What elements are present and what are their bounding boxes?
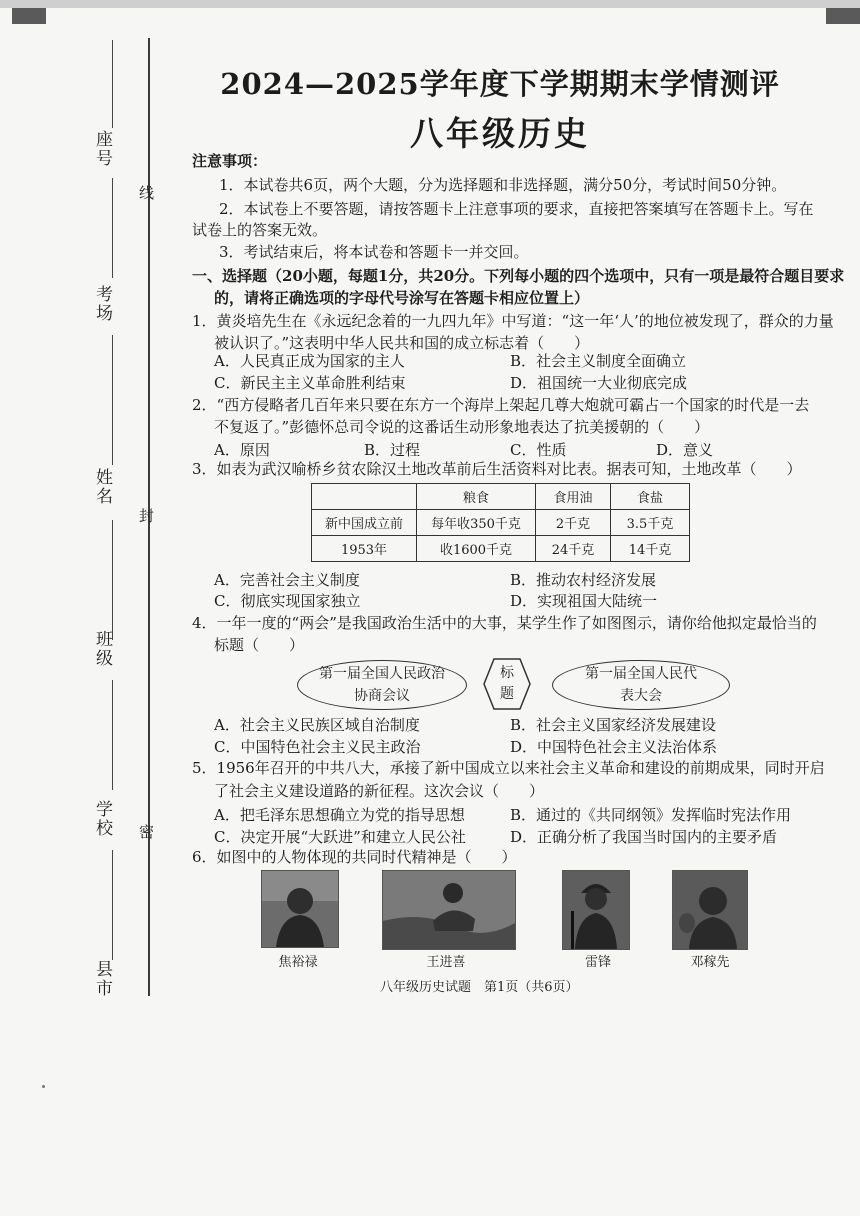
option-d: D．正确分析了我国当时国内的主要矛盾 [510, 828, 778, 846]
question-stem: 4．一年一度的“两会”是我国政治生活中的大事，某学生作了如图图示，请你给他拟定最恰当的 [192, 614, 817, 632]
option-c: C．中国特色社会主义民主政治 [214, 738, 421, 756]
table-cell: 2千克 [536, 510, 611, 536]
scan-speck [42, 1085, 45, 1088]
class-label: 班级 [92, 630, 112, 668]
school-label: 学校 [92, 800, 112, 838]
diagram-left-label: 第一届全国人民政治协商会议 [319, 666, 445, 704]
name-label: 姓名 [92, 468, 112, 506]
table-cell: 14千克 [611, 536, 690, 562]
secret-label: 密 [137, 824, 155, 841]
option-c: C．性质 [510, 441, 567, 459]
table-header: 食盐 [611, 484, 690, 510]
name-blank [112, 335, 113, 465]
option-d: D．祖国统一大业彻底完成 [510, 374, 688, 392]
option-a: A．社会主义民族区域自治制度 [214, 716, 420, 734]
notice-heading: 注意事项： [192, 152, 268, 170]
table-cell: 新中国成立前 [312, 510, 417, 536]
notice-item: 2．本试卷上不要答题，请按答题卡上注意事项的要求，直接把答案填写在答题卡上。写在 [219, 200, 814, 218]
diagram-ellipse-right [552, 660, 730, 710]
table-cell: 3.5千克 [611, 510, 690, 536]
photo-caption: 雷锋 [584, 955, 611, 970]
question-stem-cont: 被认识了。”这表明中华人民共和国的成立标志着（ ） [214, 334, 590, 352]
option-c: C．彻底实现国家独立 [214, 592, 361, 610]
notice-item: 1．本试卷共6页，两个大题，分为选择题和非选择题，满分50分，考试时间50分钟。 [219, 176, 787, 194]
county-blank [112, 850, 113, 960]
corner-mark [12, 8, 46, 24]
notice-item: 试卷上的答案无效。 [192, 221, 328, 239]
table-header-row [312, 484, 690, 510]
option-b: B．过程 [364, 441, 421, 459]
table-row [312, 536, 690, 562]
county-label: 县市 [92, 960, 112, 998]
diagram-right-label: 第一届全国人民代表大会 [585, 666, 697, 704]
seat-blank [112, 40, 113, 128]
portrait-photo [261, 870, 339, 948]
section-heading-cont: 的，请将正确选项的字母代号涂写在答题卡相应位置上） [214, 289, 590, 307]
soldier-photo [562, 870, 630, 950]
scan-edge [0, 0, 860, 8]
page-footer: 八年级历史试题 第1页（共6页） [380, 980, 579, 995]
scientist-photo [672, 870, 748, 950]
question-stem-cont: 不复返了。”彭德怀总司令说的这番话生动形象地表达了抗美援朝的（ ） [214, 418, 710, 436]
question-stem-cont: 了社会主义建设道路的新征程。这次会议（ ） [214, 782, 545, 800]
seal-label: 封 [137, 508, 155, 525]
option-b: B．社会主义制度全面确立 [510, 352, 687, 370]
table-header: 粮食 [417, 484, 536, 510]
table-header: 食用油 [536, 484, 611, 510]
notice-item: 3．考试结束后，将本试卷和答题卡一并交回。 [219, 243, 529, 261]
option-d: D．意义 [656, 441, 714, 459]
table-cell: 每年收350千克 [417, 510, 536, 536]
exam-room-blank [112, 178, 113, 278]
option-c: C．新民主主义革命胜利结束 [214, 374, 406, 392]
question-stem: 3．如表为武汉喻桥乡贫农除汉土地改革前后生活资料对比表。据表可知，土地改革（ ） [192, 460, 802, 478]
worker-photo [382, 870, 516, 950]
option-a: A．把毛泽东思想确立为党的指导思想 [214, 806, 465, 824]
school-blank [112, 680, 113, 790]
option-b: B．推动农村经济发展 [510, 571, 657, 589]
photo-caption: 王进喜 [426, 955, 466, 970]
exam-room-label: 考场 [92, 285, 112, 323]
corner-mark [826, 8, 860, 24]
question-stem: 1．黄炎培先生在《永远纪念着的一九四九年》中写道：“这一年‘人’的地位被发现了，群众的力量 [192, 312, 834, 330]
photo-caption: 邓稼先 [690, 955, 730, 970]
option-a: A．人民真正成为国家的主人 [214, 352, 405, 370]
table-cell: 1953年 [312, 536, 417, 562]
option-a: A．原因 [214, 441, 270, 459]
diagram-center-label: 标题 [500, 665, 514, 702]
option-b: B．通过的《共同纲领》发挥临时宪法作用 [510, 806, 792, 824]
question-stem: 6．如图中的人物体现的共同时代精神是（ ） [192, 848, 517, 866]
table-cell: 收1600千克 [417, 536, 536, 562]
comparison-table [311, 483, 690, 562]
question-stem: 2．“西方侵略者几百年来只要在东方一个海岸上架起几尊大炮就可霸占一个国家的时代是一去 [192, 396, 810, 414]
question-stem-cont: 标题（ ） [214, 636, 305, 654]
table-header [312, 484, 417, 510]
photo-caption: 焦裕禄 [278, 955, 318, 970]
question-stem: 5．1956年召开的中共八大，承接了新中国成立以来社会主义革命和建设的前期成果，同时开启 [192, 759, 825, 777]
table-row [312, 510, 690, 536]
option-d: D．中国特色社会主义法治体系 [510, 738, 718, 756]
option-d: D．实现祖国大陆统一 [510, 592, 658, 610]
option-a: A．完善社会主义制度 [214, 571, 360, 589]
table-cell: 24千克 [536, 536, 611, 562]
section-heading: 一、选择题（20小题，每题1分，共20分。下列每小题的四个选项中，只有一项是最符合题目要求 [192, 267, 845, 285]
option-c: C．决定开展“大跃进”和建立人民公社 [214, 828, 466, 846]
class-blank [112, 520, 113, 640]
seat-label: 座号 [92, 130, 112, 168]
line-label: 线 [137, 185, 155, 202]
exam-subtitle: 八年级历史 [410, 114, 590, 153]
exam-title: 2024—2025学年度下学期期末学情测评 [220, 67, 780, 101]
option-b: B．社会主义国家经济发展建设 [510, 716, 717, 734]
diagram-ellipse-left [297, 660, 467, 710]
